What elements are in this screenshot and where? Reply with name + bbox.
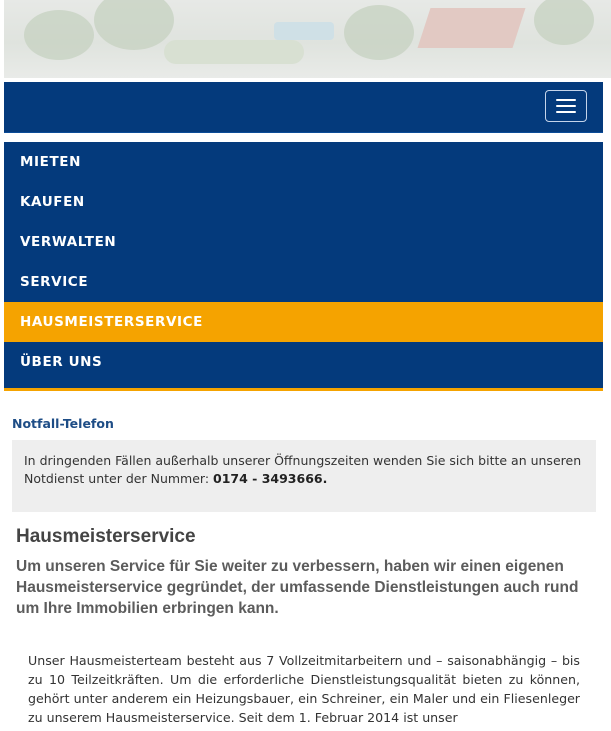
- menu-item-service[interactable]: SERVICE: [20, 274, 89, 290]
- main-menu: [4, 142, 603, 391]
- menu-item-kaufen[interactable]: KAUFEN: [20, 194, 85, 210]
- menu-item-verwalten[interactable]: VERWALTEN: [20, 234, 117, 250]
- emergency-phone-number: 0174 - 3493666.: [213, 471, 328, 486]
- emergency-notice: [12, 440, 596, 512]
- top-navbar: [4, 82, 603, 133]
- header-photo: [4, 0, 611, 78]
- emergency-phone-title: Notfall-Telefon: [12, 416, 114, 431]
- menu-item-mieten[interactable]: MIETEN: [20, 154, 82, 170]
- body-paragraph: Unser Hausmeisterteam besteht aus 7 Vollzeitmitarbeitern und – saisonabhängig – bis zu 10 Teilzeitkräften. Um die erforderliche Dienstleistungsqualität bieten zu können, gehört unter anderem ein Heizungsbauer, ein Schreiner, ein Maler und ein Fliesenleger zu unserem Hausmeisterservice. Seit dem 1. Februar 2014 ist unser: [28, 653, 580, 725]
- lead-paragraph: Um unseren Service für Sie weiter zu verbessern, haben wir einen eigenen Hausmeisterservice gegründet, der umfassende Dienstleistungen auch rund um Ihre Immobilien erbringen kann.: [16, 558, 579, 617]
- menu-item-ueber-uns[interactable]: ÜBER UNS: [20, 354, 103, 370]
- page-title: Hausmeisterservice: [16, 526, 196, 547]
- emergency-notice-text: In dringenden Fällen außerhalb unserer Öffnungszeiten wenden Sie sich bitte an unseren Notdienst unter der Nummer:: [24, 453, 582, 486]
- hamburger-menu-icon[interactable]: [545, 90, 587, 122]
- menu-item-hausmeisterservice[interactable]: HAUSMEISTERSERVICE: [4, 302, 603, 342]
